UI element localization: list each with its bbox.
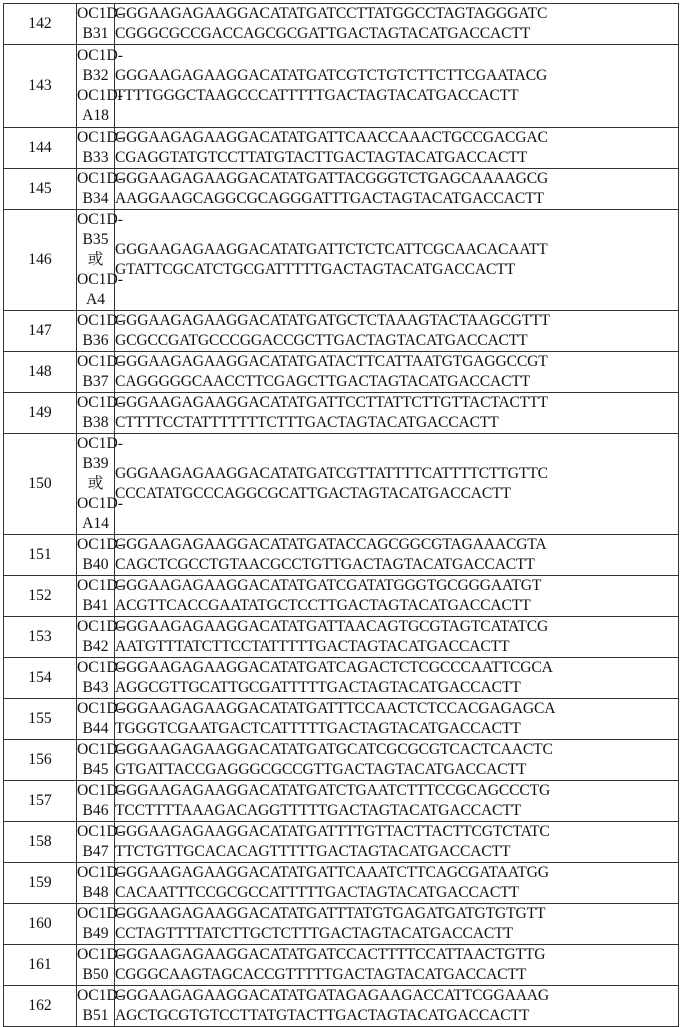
primer-name-line: B47 — [82, 843, 109, 860]
primer-name-line: OC1D- — [77, 700, 123, 717]
nucleotide-sequence — [115, 352, 679, 393]
sequence-number: 154 — [4, 658, 77, 699]
sequence-number: 157 — [4, 781, 77, 822]
sequence-line: GGGAAGAGAAGGACATATGATACTTCATTAATGTGAGGCCGT — [115, 353, 548, 370]
nucleotide-sequence — [115, 128, 679, 169]
table-row — [4, 576, 679, 617]
primer-name-line: OC1D- — [77, 5, 123, 22]
nucleotide-sequence — [115, 535, 679, 576]
nucleotide-sequence — [115, 617, 679, 658]
primer-name-line: B32 — [82, 67, 109, 84]
sequence-number: 155 — [4, 699, 77, 740]
table-row — [4, 352, 679, 393]
sequence-number: 142 — [4, 4, 77, 45]
table-row — [4, 169, 679, 210]
table-row — [4, 658, 679, 699]
sequence-line: GGGAAGAGAAGGACATATGATCGTCTGTCTTCTTCGAATACG — [115, 67, 548, 84]
primer-name-line: A18 — [82, 107, 109, 124]
sequence-line: GGGAAGAGAAGGACATATGATCTGAATCTTTCCGCAGCCCTG — [115, 782, 551, 799]
sequence-line: CACAATTTCCGCGCCATTTTTGACTAGTACATGACCACTT — [115, 884, 519, 901]
table-row — [4, 863, 679, 904]
primer-name-line: B31 — [82, 25, 109, 42]
sequence-line: CCCATATGCCCAGGCGCATTGACTAGTACATGACCACTT — [115, 485, 511, 502]
sequence-line: GGGAAGAGAAGGACATATGATTTATGTGAGATGATGTGTGTT — [115, 905, 546, 922]
sequence-line: GGGAAGAGAAGGACATATGATCCTTATGGCCTAGTAGGGATC — [115, 5, 548, 22]
primer-name — [77, 4, 123, 45]
nucleotide-sequence — [115, 658, 679, 699]
table-row — [4, 945, 679, 986]
nucleotide-sequence — [115, 945, 679, 986]
primer-name — [77, 210, 123, 311]
primer-name-line: B40 — [82, 556, 109, 573]
nucleotide-sequence — [115, 434, 679, 535]
primer-name-line: B50 — [82, 966, 109, 983]
sequence-number: 151 — [4, 535, 77, 576]
primer-name-line: OC1D- — [77, 823, 123, 840]
sequence-line: GGGAAGAGAAGGACATATGATTCAAATCTTCAGCGATAATGG — [115, 864, 549, 881]
primer-name — [77, 576, 123, 617]
sequence-number: 144 — [4, 128, 77, 169]
primer-name-line: B43 — [82, 679, 109, 696]
primer-name — [77, 986, 123, 1027]
primer-name-line: B35 或 — [82, 231, 109, 268]
table-row — [4, 45, 679, 128]
sequence-number: 152 — [4, 576, 77, 617]
primer-name-line: OC1D- — [77, 211, 123, 228]
primer-name — [77, 740, 123, 781]
sequence-line: GGGAAGAGAAGGACATATGATTCCTTATTCTTGTTACTACTTT — [115, 394, 548, 411]
sequence-line: CAGGGGGCAACCTTCGAGCTTGACTAGTACATGACCACTT — [115, 373, 531, 390]
nucleotide-sequence — [115, 576, 679, 617]
sequence-number: 146 — [4, 210, 77, 311]
primer-name-line: B37 — [82, 373, 109, 390]
primer-name-line: B48 — [82, 884, 109, 901]
nucleotide-sequence — [115, 740, 679, 781]
sequence-table-body — [4, 4, 679, 1027]
table-row — [4, 434, 679, 535]
sequence-number: 143 — [4, 45, 77, 128]
primer-name-line: B41 — [82, 597, 109, 614]
sequence-line: GGGAAGAGAAGGACATATGATGCTCTAAAGTACTAAGCGTTT — [115, 312, 550, 329]
sequence-line: GCGCCGATGCCCGGACCGCTTGACTAGTACATGACCACTT — [115, 332, 528, 349]
primer-name-line: OC1D- — [77, 864, 123, 881]
table-row — [4, 822, 679, 863]
table-row — [4, 128, 679, 169]
sequence-line: GTATTCGCATCTGCGATTTTTGACTAGTACATGACCACTT — [115, 261, 516, 278]
primer-name — [77, 169, 123, 210]
sequence-number: 153 — [4, 617, 77, 658]
primer-name-line: OC1D- — [77, 905, 123, 922]
sequence-line: GGGAAGAGAAGGACATATGATTAACAGTGCGTAGTCATATCG — [115, 618, 549, 635]
sequence-line: GGGAAGAGAAGGACATATGATACCAGCGGCGTAGAAACGTA — [115, 536, 547, 553]
sequence-number: 159 — [4, 863, 77, 904]
sequence-line: TTTTGGGCTAAGCCCATTTTTGACTAGTACATGACCACTT — [115, 87, 519, 104]
primer-name-line: B42 — [82, 638, 109, 655]
sequence-line: GGGAAGAGAAGGACATATGATCCACTTTTCCATTAACTGTTG — [115, 946, 546, 963]
primer-name-line: OC1D- — [77, 659, 123, 676]
primer-name — [77, 352, 123, 393]
sequence-line: GGGAAGAGAAGGACATATGATTTTGTTACTTACTTCGTCTATC — [115, 823, 550, 840]
sequence-line: CTTTTCCTATTTTTTTCTTTGACTAGTACATGACCACTT — [115, 414, 499, 431]
primer-name-line: OC1D- — [77, 353, 123, 370]
nucleotide-sequence — [115, 393, 679, 434]
primer-name — [77, 45, 123, 128]
nucleotide-sequence — [115, 169, 679, 210]
table-row — [4, 740, 679, 781]
primer-name — [77, 128, 123, 169]
table-row — [4, 535, 679, 576]
sequence-line: CGAGGTATGTCCTTATGTACTTGACTAGTACATGACCACTT — [115, 149, 528, 166]
sequence-number: 147 — [4, 311, 77, 352]
nucleotide-sequence — [115, 210, 679, 311]
primer-name-line: B38 — [82, 414, 109, 431]
sequence-table — [3, 3, 679, 1027]
primer-name — [77, 822, 123, 863]
primer-name-line: OC1D- — [77, 987, 123, 1004]
sequence-line: GGGAAGAGAAGGACATATGATCGATATGGGTGCGGGAATGT — [115, 577, 542, 594]
primer-name-line: OC1D- — [77, 741, 123, 758]
primer-name — [77, 699, 123, 740]
sequence-line: TTCTGTTGCACACAGTTTTTGACTAGTACATGACCACTT — [115, 843, 511, 860]
primer-name-line: OC1D- — [77, 495, 123, 512]
primer-name-line: OC1D- — [77, 87, 123, 104]
sequence-line: CCTAGTTTTATCTTGCTCTTTGACTAGTACATGACCACTT — [115, 925, 513, 942]
sequence-line: GGGAAGAGAAGGACATATGATCGTTATTTTCATTTTCTTGTTC — [115, 465, 548, 482]
primer-name-line: B51 — [82, 1007, 109, 1024]
table-row — [4, 4, 679, 45]
sequence-line: GGGAAGAGAAGGACATATGATAGAGAAGACCATTCGGAAAG — [115, 987, 550, 1004]
sequence-number: 161 — [4, 945, 77, 986]
sequence-line: TGGGTCGAATGACTCATTTTTGACTAGTACATGACCACTT — [115, 720, 521, 737]
sequence-number: 148 — [4, 352, 77, 393]
primer-name-line: OC1D- — [77, 577, 123, 594]
primer-name — [77, 904, 123, 945]
sequence-number: 150 — [4, 434, 77, 535]
primer-name — [77, 617, 123, 658]
sequence-line: ACGTTCACCGAATATGCTCCTTGACTAGTACATGACCACTT — [115, 597, 531, 614]
nucleotide-sequence — [115, 904, 679, 945]
table-row — [4, 986, 679, 1027]
primer-name-line: B49 — [82, 925, 109, 942]
nucleotide-sequence — [115, 863, 679, 904]
table-row — [4, 210, 679, 311]
sequence-line: TCCTTTTAAAGACAGGTTTTTGACTAGTACATGACCACTT — [115, 802, 522, 819]
primer-name — [77, 311, 123, 352]
nucleotide-sequence — [115, 311, 679, 352]
sequence-number: 156 — [4, 740, 77, 781]
table-row — [4, 617, 679, 658]
primer-name — [77, 945, 123, 986]
primer-name-line: B45 — [82, 761, 109, 778]
sequence-line: AGCTGCGTGTCCTTATGTACTTGACTAGTACATGACCACTT — [115, 1007, 530, 1024]
sequence-number: 162 — [4, 986, 77, 1027]
nucleotide-sequence — [115, 986, 679, 1027]
table-row — [4, 393, 679, 434]
sequence-number: 160 — [4, 904, 77, 945]
sequence-line: CAGCTCGCCTGTAACGCCTGTTGACTAGTACATGACCACTT — [115, 556, 535, 573]
primer-name — [77, 535, 123, 576]
sequence-line: GTGATTACCGAGGGCGCCGTTGACTAGTACATGACCACTT — [115, 761, 527, 778]
primer-name — [77, 781, 123, 822]
sequence-number: 149 — [4, 393, 77, 434]
table-row — [4, 699, 679, 740]
primer-name — [77, 658, 123, 699]
primer-name-line: B44 — [82, 720, 109, 737]
sequence-line: GGGAAGAGAAGGACATATGATGCATCGCGCGTCACTCAACTC — [115, 741, 553, 758]
table-row — [4, 781, 679, 822]
sequence-line: GGGAAGAGAAGGACATATGATTCTCTCATTCGCAACACAATT — [115, 241, 548, 258]
nucleotide-sequence — [115, 781, 679, 822]
primer-name-line: OC1D- — [77, 47, 123, 64]
sequence-line: AGGCGTTGCATTGCGATTTTTGACTAGTACATGACCACTT — [115, 679, 521, 696]
sequence-line: GGGAAGAGAAGGACATATGATCAGACTCTCGCCCAATTCGCA — [115, 659, 553, 676]
primer-name-line: OC1D- — [77, 170, 123, 187]
primer-name-line: B33 — [82, 149, 109, 166]
nucleotide-sequence — [115, 699, 679, 740]
sequence-line: CGGGCAAGTAGCACCGTTTTTGACTAGTACATGACCACTT — [115, 966, 527, 983]
primer-name-line: B39 或 — [82, 455, 109, 492]
primer-name — [77, 434, 123, 535]
primer-name-line: OC1D- — [77, 312, 123, 329]
primer-name — [77, 863, 123, 904]
primer-name-line: B36 — [82, 332, 109, 349]
nucleotide-sequence — [115, 822, 679, 863]
table-row — [4, 904, 679, 945]
primer-name-line: OC1D- — [77, 782, 123, 799]
primer-name-line: OC1D- — [77, 271, 123, 288]
primer-name-line: B34 — [82, 190, 109, 207]
primer-name-line: OC1D- — [77, 435, 123, 452]
primer-name-line: OC1D- — [77, 129, 123, 146]
nucleotide-sequence — [115, 4, 679, 45]
primer-name-line: OC1D- — [77, 536, 123, 553]
primer-name — [77, 393, 123, 434]
primer-name-line: A14 — [82, 515, 109, 532]
sequence-line: GGGAAGAGAAGGACATATGATTCAACCAAACTGCCGACGAC — [115, 129, 548, 146]
sequence-line: GGGAAGAGAAGGACATATGATTACGGGTCTGAGCAAAAGCG — [115, 170, 549, 187]
nucleotide-sequence — [115, 45, 679, 128]
primer-name-line: B46 — [82, 802, 109, 819]
primer-name-line: OC1D- — [77, 394, 123, 411]
sequence-number: 158 — [4, 822, 77, 863]
primer-name-line: A4 — [85, 291, 106, 308]
sequence-line: AAGGAAGCAGGCGCAGGGATTTGACTAGTACATGACCACTT — [115, 190, 544, 207]
sequence-number: 145 — [4, 169, 77, 210]
primer-name-line: OC1D- — [77, 618, 123, 635]
table-row — [4, 311, 679, 352]
sequence-line: AATGTTTATCTTCCTATTTTTGACTAGTACATGACCACTT — [115, 638, 510, 655]
sequence-line: CGGGCGCCGACCAGCGCGATTGACTAGTACATGACCACTT — [115, 25, 531, 42]
sequence-line: GGGAAGAGAAGGACATATGATTTCCAACTCTCCACGAGAGCA — [115, 700, 556, 717]
primer-name-line: OC1D- — [77, 946, 123, 963]
